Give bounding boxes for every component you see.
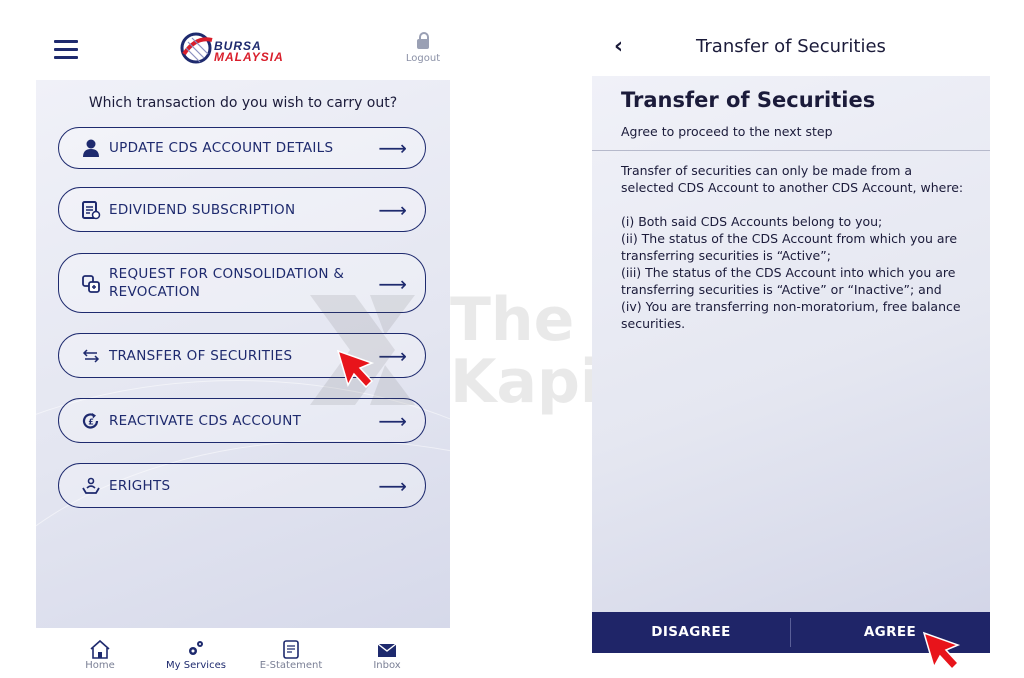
logo-line-2: MALAYSIA [214, 50, 284, 64]
red-cursor-arrow-icon [336, 349, 376, 389]
transfer-screen [592, 0, 990, 678]
statement-icon [251, 638, 331, 660]
consolidation-icon [81, 274, 101, 294]
document-icon [81, 200, 101, 220]
tab-home[interactable] [60, 638, 140, 671]
edividend-subscription-button[interactable] [58, 187, 426, 232]
tab-label: E-Statement [259, 660, 323, 671]
arrow-right-icon: ⟶ [378, 409, 407, 433]
menu-hamburger-icon[interactable] [54, 40, 78, 58]
menu-label-line-2: REVOCATION [109, 284, 201, 300]
tab-inbox[interactable] [347, 638, 427, 671]
globe-logo-icon [178, 28, 218, 68]
person-icon [81, 138, 101, 158]
red-cursor-arrow-icon [922, 631, 962, 671]
home-icon [60, 638, 140, 660]
terms-item: (iii) The status of the CDS Account into which you are transferring securities is “Active” or “Inactive”; and [621, 265, 956, 297]
watermark-line-1: The [450, 285, 575, 355]
back-chevron-icon[interactable]: ‹ [614, 34, 624, 59]
agree-button[interactable]: AGREE [863, 624, 917, 640]
envelope-icon [347, 638, 427, 660]
menu-label: TRANSFER OF SECURITIES [109, 348, 293, 364]
disagree-button[interactable]: DISAGREE [651, 624, 731, 640]
reactivate-icon [81, 411, 101, 431]
logout-label: Logout [405, 53, 441, 64]
terms-intro: Transfer of securities can only be made from a selected CDS Account to another CDS Account, where: [621, 163, 964, 195]
screen-header [592, 0, 990, 76]
services-panel [36, 80, 450, 628]
reactivate-cds-account-button[interactable] [58, 398, 426, 443]
app-header [36, 0, 450, 80]
arrow-right-icon: ⟶ [378, 136, 407, 160]
tab-label: Inbox [373, 660, 401, 671]
erights-button[interactable] [58, 463, 426, 508]
menu-label: REACTIVATE CDS ACCOUNT [109, 413, 302, 429]
arrow-right-icon: ⟶ [378, 272, 407, 296]
question-text: Which transaction do you wish to carry out? [88, 95, 398, 111]
gears-icon [156, 638, 236, 660]
terms-item: (i) Both said CDS Accounts belong to you; [621, 214, 883, 229]
terms-text [621, 162, 966, 332]
transfer-arrows-icon [81, 346, 101, 366]
tab-my-services[interactable] [156, 638, 236, 671]
menu-label: ERIGHTS [109, 478, 171, 494]
logo-line-1: BURSA [214, 39, 262, 53]
svg-text:£: £ [88, 417, 94, 427]
tab-e-statement[interactable] [251, 638, 331, 671]
menu-label-line-1: REQUEST FOR CONSOLIDATION & [109, 266, 345, 282]
bursa-malaysia-logo [178, 28, 308, 70]
erights-icon [81, 476, 101, 496]
consolidation-revocation-button[interactable] [58, 253, 426, 313]
menu-label: EDIVIDEND SUBSCRIPTION [109, 202, 296, 218]
update-cds-account-button[interactable] [58, 127, 426, 169]
arrow-right-icon: ⟶ [378, 344, 407, 368]
terms-item: (ii) The status of the CDS Account from which you are transferring securities is “Active”; [621, 231, 958, 263]
services-screen [36, 0, 450, 678]
bottom-tab-bar [36, 628, 450, 678]
tab-label: My Services [166, 660, 226, 671]
terms-item: (iv) You are transferring non-moratorium, free balance securities. [621, 299, 961, 331]
header-title: Transfer of Securities [696, 36, 886, 57]
terms-panel [592, 76, 990, 612]
arrow-right-icon: ⟶ [378, 198, 407, 222]
menu-label [109, 265, 344, 301]
menu-label: UPDATE CDS ACCOUNT DETAILS [109, 140, 334, 156]
page-subtitle: Agree to proceed to the next step [621, 124, 833, 139]
lock-icon [417, 39, 429, 49]
logout-button[interactable] [402, 34, 444, 64]
arrow-right-icon: ⟶ [378, 474, 407, 498]
divider [592, 150, 990, 151]
page-title: Transfer of Securities [621, 88, 876, 112]
tab-label: Home [85, 660, 115, 671]
